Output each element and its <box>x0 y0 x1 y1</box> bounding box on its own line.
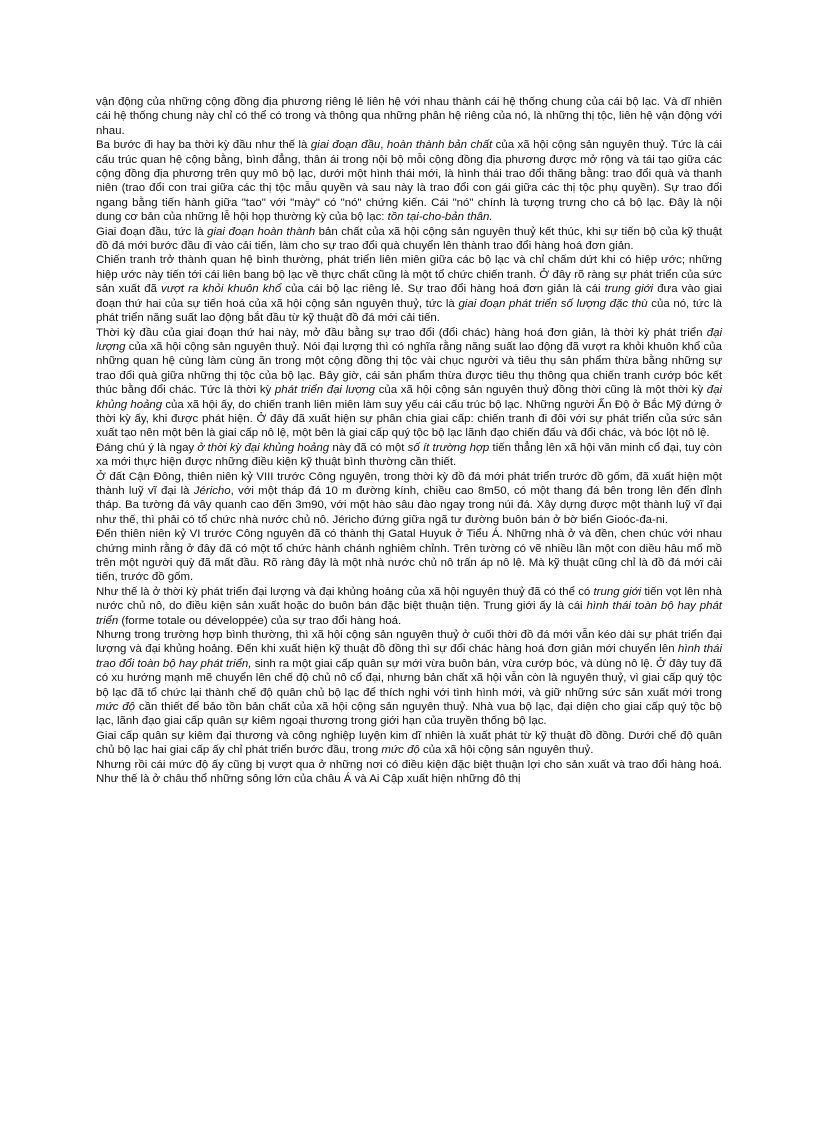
text-run: của xã hội cộng sản nguyên thuỷ đồng thời cũng là một thời kỳ <box>375 384 707 397</box>
text-run: bản chất của xã hội cộng sản nguyên thuỷ kết thúc, khi sự tiến bộ của kỹ thuật đồ đá mới bước đầu đi vào cải tiến, làm cho sự trao đổi quà chuyển lên thành trao đổi hàng hoá đơn giản. <box>96 225 722 253</box>
text-run: vận động của những cộng đồng địa phương riêng lẻ liên hệ với nhau thành cái hệ thống chung của cái bộ lạc. Và dĩ nhiên cái hệ thống chung này chỉ có thể có trong và thông qua những phân hệ riêng của nó, là những thị tộc, liên hệ vận động với nhau. <box>96 96 722 137</box>
italic-run: giai đoạn đầu <box>310 139 381 152</box>
text-run: Nhưng trong trường hợp bình thường, thì xã hội cộng sản nguyên thuỷ ở cuối thời đồ đá mới vẫn kéo dài sự phát triển đại lượng và đại khủng hoảng. Đến khi xuất hiện kỹ thuật đồ đồng thì sự đổi chác hàng hoá đơn giản mới chuyển lên <box>96 629 722 656</box>
paragraph <box>96 138 722 224</box>
italic-run: hoàn thành bản chất <box>386 139 493 152</box>
paragraph <box>96 758 722 787</box>
paragraph <box>96 470 722 528</box>
text-run: Thời kỳ đầu của giai đoạn thứ hai này, mở đầu bằng sự trao đổi (đổi chác) hàng hoá đơn giản, là thời kỳ phát triển <box>96 326 707 339</box>
italic-run: vượt ra khỏi khuôn khổ <box>161 283 282 296</box>
paragraph <box>96 527 722 585</box>
paragraph <box>96 95 722 138</box>
text-run: này đã có một <box>329 441 408 454</box>
italic-run: mức độ <box>96 701 136 714</box>
text-run: của cái bộ lạc riêng lẻ. Sự trao đổi hàng hoá đơn giản là cái <box>281 283 605 296</box>
text-run: của xã hội ấy, do chiến tranh liên miên làm suy yếu cái cấu trúc bộ lạc. Những người Ấn Độ ở Bắc Mỹ đứng ở thời kỳ ấy, khi được phát hiện. Ở đây đã xuất hiện sự phân chia giai cấp: chiến tranh đi đôi với sự phát triển của sức sản xuất tạo nên một bên là giai cấp nô lệ, một bên là giai cấp quý tộc bộ lạc lãnh đạo chiến đấu và đổi chác, và bóc lột nô lệ. <box>96 398 722 440</box>
paragraph <box>96 253 722 325</box>
text-run: Chiến tranh trở thành quan hệ bình thường, phát triển liên miên giữa các bộ lạc và chỉ chấm dứt khi có hiệp ước; những hiệp ước này tiến tới cái liên bang bộ lạc về thực chất cũng là một tổ chức chiến tranh. Ở đây rõ ràng sự phát triển của sức sản xuất đã <box>96 254 722 296</box>
italic-run: hình thái toàn bộ hay phát triển <box>96 600 722 627</box>
italic-run: phát triển đại lượng <box>274 384 376 397</box>
text-run: Ba bước đi hay ba thời kỳ đầu như thế là <box>96 139 311 152</box>
paragraph <box>96 628 722 729</box>
text-run: Ở đất Cận Đông, thiên niên kỷ VIII trước Công nguyên, trong thời kỳ đồ đá mới phát triển trước đồ gốm, đã xuất hiện một thành luỹ vĩ đại là <box>96 470 722 497</box>
text-run: , <box>380 139 387 152</box>
text-run: tiến thẳng lên xã hội văn minh cổ đại, tuy còn xa mới thực hiện được những điều kiện kỹ thuật bình thường cần thiết. <box>96 441 722 469</box>
italic-run: giai đoạn phát triển số lượng đặc thù <box>458 297 648 310</box>
text-run: Đến thiên niên kỷ VI trước Công nguyên đã có thành thị Gatal Huyuk ở Tiểu Á. Những nhà ở và đền, chen chúc với nhau chứng minh rằng ở đây đã có một tổ chức hành chánh nghiêm chỉnh. Trên tường có vẽ nhiều lần một con diều hâu mổ mồ trên một người quỳ đã mất đầu. Rõ ràng đây là một nhà nước chủ nô trấn áp nô lệ. Mà kỹ thuật cũng chỉ là đồ đá mới cải tiến, trước đồ gốm. <box>96 528 722 584</box>
italic-run: hình thái trao đổi toàn bộ hay phát triển, <box>96 643 722 670</box>
text-run: , với một tháp đá 10 m đường kính, chiều cao 8m50, có một thang đá bên trong lên đến đỉnh tháp. Ba tường đá vây quanh cao đến 3m90, với một hào sâu đào ngay trong núi đá. Xây dựng được một thành luỹ vĩ đại như thế, thì phải có tổ chức nhà nước chủ nô. Jéricho đứng giữa ngã tư đường buôn bán ở bờ biển Gioóc-đa-ni. <box>96 484 722 526</box>
italic-run: trung giới <box>604 283 654 296</box>
italic-run: số ít trường hợp <box>407 441 490 454</box>
paragraph <box>96 225 722 254</box>
paragraph <box>96 585 722 628</box>
paragraph <box>96 326 722 441</box>
italic-run: tồn tại-cho-bản thân. <box>387 211 493 224</box>
text-run: cần thiết để bảo tồn bản chất của xã hội cộng sản nguyên thuỷ. Nhà vua bộ lạc, đại diện cho giai cấp quý tộc bộ lạc, lãnh đạo giai cấp quân sự kiêm ngoại thương trong giới hạn của truyền thống bộ lạc. <box>96 701 722 728</box>
paragraph <box>96 729 722 758</box>
text-run: Như thế là ở thời kỳ phát triển đại lượng và đại khủng hoảng của xã hội nguyên thuỷ đã có thể có <box>96 585 594 598</box>
italic-run: ở thời kỳ đại khủng hoảng <box>197 441 330 454</box>
text-run: (forme totale ou développée) của sự trao đổi hàng hoá. <box>118 614 402 627</box>
italic-run: đại lượng <box>96 326 722 353</box>
text-run: Nhưng rồi cái mức độ ấy cũng bị vượt qua ở những nơi có điều kiện đặc biệt thuận lợi cho sản xuất và trao đổi hàng hoá. Như thế là ở châu thổ những sông lớn của châu Á và Ai Cập xuất hiện những đô thị <box>96 758 722 786</box>
text-run: đưa vào giai đoạn thứ hai của sự tiến hoá của xã hội cộng sản nguyên thuỷ, tức là <box>96 283 722 310</box>
text-run: của xã hội cộng sản nguyên thuỷ. Tức là cái cấu trúc quan hệ cộng bằng, bình đẳng, thân ái trong nội bộ mỗi cộng đồng địa phương được mở rộng và tái tạo giữa các cộng đồng địa phương trên quy mô bộ lạc, dưới một hình thái mới, là hình thái trao đổi thăng bằng: trao đổi quà và thanh niên (trao đổi con trai giữa các thị tộc mẫu quyền và sau này là trao đổi con gái giữa các thị tộc phụ quyền). Sự trao đổi ngang bằng tiến hành giữa "tao" với "mày" có "nó" chứng kiến. Cái "nó" chính là tượng trưng cho cả bộ lạc. Đây là nội dung cơ bản của những lễ hội họp thường kỳ của bộ lạc: <box>96 139 723 224</box>
italic-run: mức độ <box>381 744 420 757</box>
document-page <box>96 95 722 787</box>
text-run: của xã hội cộng sản nguyên thuỷ. <box>419 744 594 757</box>
text-run: Giai đoạn đầu, tức là <box>96 225 208 238</box>
text-run: của xã hội cộng sản nguyên thuỷ. Nói đại lượng thì có nghĩa rằng năng suất lao động đã vượt ra khỏi khuôn khổ của những quan hệ cùng làm cùng ăn trong một cộng đồng thị tộc vài chục người và tiêu thụ sản phẩm thừa bằng những sự trao đổi quà giữa những thị tộc của bộ lạc. Bây giờ, cái sản phẩm thừa được tiêu thụ thông qua chiến tranh cướp bóc kết thúc bằng đổi chác. Tức là thời kỳ <box>96 340 722 397</box>
paragraph <box>96 441 722 470</box>
text-run: tiến vọt lên nhà nước chủ nô, do điều kiện sản xuất hoặc do buôn bán đặc biệt thuận tiện. Trung giới ấy là cái <box>96 585 722 613</box>
italic-run: giai đoạn hoàn thành <box>207 225 316 238</box>
italic-run: Jéricho <box>193 484 231 497</box>
text-run: Giai cấp quân sự kiêm đại thương và công nghiệp luyện kim dĩ nhiên là xuất phát từ kỹ thuật đồ đồng. Dưới chế độ quân chủ bộ lạc hai giai cấp ấy chỉ phát triển bước đầu, trong <box>96 729 722 757</box>
text-run: của nó, tức là phát triển năng suất lao động bắt đầu từ kỹ thuật đồ đá mới cải tiến. <box>96 297 722 325</box>
text-run: Đáng chú ý là ngay <box>96 441 198 454</box>
italic-run: đại khủng hoảng <box>96 384 722 411</box>
italic-run: trung giới <box>593 585 642 598</box>
text-run: sinh ra một giai cấp quân sự mới vừa buôn bán, vừa cướp bóc, và dùng nô lệ. Ở đây tuy đã có xu hướng mạnh mẽ chuyển lên chế độ chủ nô cổ đại, nhưng bản chất xã hội vẫn còn là nguyên thuỷ, vì giai cấp quý tộc bộ lạc đã tổ chức lại thành chế độ quân chủ bộ lạc để thích nghi với tình hình mới, và giữ những sức sản xuất mới trong <box>96 657 722 699</box>
